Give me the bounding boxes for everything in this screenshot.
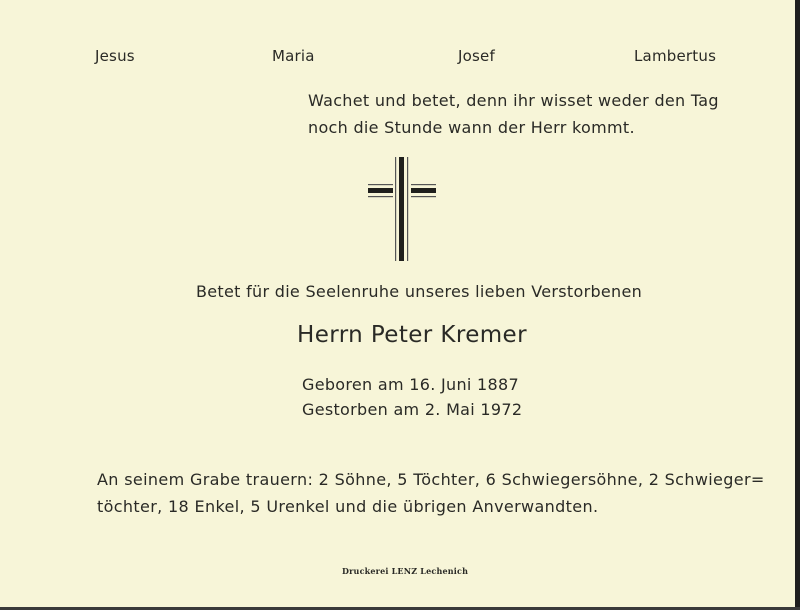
mourners-line-2: töchter, 18 Enkel, 5 Urenkel und die übrigen Anverwandten. [97, 497, 599, 516]
cross-icon [364, 155, 440, 265]
deceased-name: Herrn Peter Kremer [297, 322, 527, 348]
mourners-line-1: An seinem Grabe trauern: 2 Söhne, 5 Töchter, 6 Schwiegersöhne, 2 Schwieger= [97, 470, 765, 489]
life-dates [302, 372, 522, 422]
verse-line-2: noch die Stunde wann der Herr kommt. [308, 118, 635, 137]
death-date: Gestorben am 2. Mai 1972 [302, 400, 523, 419]
birth-date: Geboren am 16. Juni 1887 [302, 375, 519, 394]
name-jesus: Jesus [95, 47, 135, 65]
scan-edge-right [795, 0, 800, 610]
prayer-line: Betet für die Seelenruhe unseres lieben Verstorbenen [196, 282, 643, 301]
name-lambertus: Lambertus [634, 47, 717, 65]
verse-line-1: Wachet und betet, denn ihr wisset weder den Tag [308, 91, 719, 110]
name-maria: Maria [272, 47, 315, 65]
name-josef: Josef [458, 47, 495, 65]
printer-imprint: Druckerei LENZ Lechenich [342, 566, 469, 576]
bible-verse [308, 87, 728, 141]
mourners-text [97, 466, 765, 520]
